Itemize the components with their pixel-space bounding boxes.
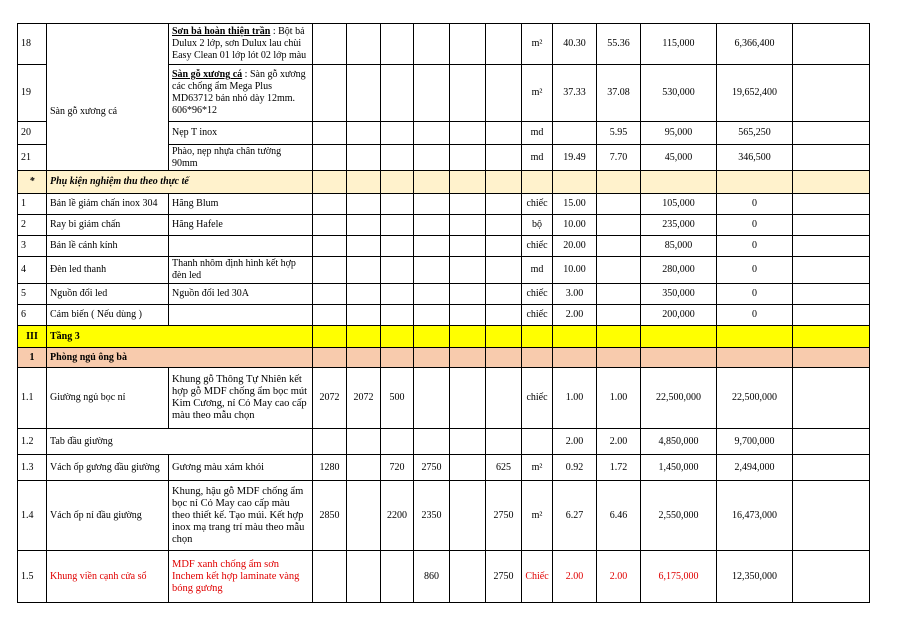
table-row [18,194,870,215]
dim-3: 720 [381,455,414,481]
row-description: Phào, nẹp nhựa chân tường 90mm [169,145,313,171]
table-row [18,24,870,65]
item-name: Đèn led thanh [47,257,169,284]
section-title: Phòng ngủ ông bà [47,348,313,368]
item-name: Cảm biến ( Nếu dùng ) [47,305,169,326]
unit-price: 45,000 [641,145,717,171]
dim-4: 860 [414,551,450,603]
unit: chiếc [522,194,553,215]
table-row [18,429,870,455]
section-number: III [18,326,47,348]
row-number: 1.5 [18,551,47,603]
item-name: Ray bi giảm chấn [47,215,169,236]
item-name: Vách ốp nỉ đầu giường [47,481,169,551]
row-number: 21 [18,145,47,171]
qty-2: 2.00 [597,551,641,603]
quotation-table [17,23,870,603]
unit: chiếc [522,368,553,429]
qty-1: 15.00 [553,194,597,215]
row-number: 1 [18,194,47,215]
row-number: 3 [18,236,47,257]
qty-1: 6.27 [553,481,597,551]
row-description: Hãng Hafele [169,215,313,236]
table-row [18,551,870,603]
row-description [169,24,313,65]
unit: m² [522,65,553,122]
qty-1: 37.33 [553,65,597,122]
row-number: 2 [18,215,47,236]
table-row [18,257,870,284]
dim-5: 2750 [486,551,522,603]
row-number: 1.3 [18,455,47,481]
item-name: Tab đầu giường [47,429,313,455]
unit: md [522,145,553,171]
row-description: Nguồn đổi led 30A [169,284,313,305]
row-number: 5 [18,284,47,305]
item-name: Giường ngủ bọc nỉ [47,368,169,429]
item-name: Khung viền cạnh cửa sổ [47,551,169,603]
dim-3: 2200 [381,481,414,551]
qty-1: 40.30 [553,24,597,65]
row-description: Hãng Blum [169,194,313,215]
unit-price: 115,000 [641,24,717,65]
row-number: 20 [18,122,47,145]
unit: bộ [522,215,553,236]
dim-1: 2072 [313,368,347,429]
row-number: 19 [18,65,47,122]
dim-1: 2850 [313,481,347,551]
unit-price: 350,000 [641,284,717,305]
total: 6,366,400 [717,24,793,65]
unit: md [522,257,553,284]
section-header [18,171,870,194]
row-number: 18 [18,24,47,65]
qty-1: 10.00 [553,215,597,236]
unit: Chiếc [522,551,553,603]
row-description [169,65,313,122]
total: 19,652,400 [717,65,793,122]
item-name: Nguồn đổi led [47,284,169,305]
section-title: Tầng 3 [47,326,313,348]
table-row [18,368,870,429]
total: 565,250 [717,122,793,145]
qty-1: 2.00 [553,551,597,603]
unit-price: 280,000 [641,257,717,284]
row-description: Gương màu xám khói [169,455,313,481]
qty-2: 37.08 [597,65,641,122]
unit-price: 85,000 [641,236,717,257]
unit-price: 22,500,000 [641,368,717,429]
unit-price: 2,550,000 [641,481,717,551]
row-number: 1.1 [18,368,47,429]
dim-5: 625 [486,455,522,481]
qty-2: 1.00 [597,368,641,429]
qty-1: 2.00 [553,429,597,455]
row-description: Khung, hậu gỗ MDF chống ẩm bọc nỉ Cỏ May cao cấp màu theo thiết kế. Tạo múi. Kết hợp inox mạ trang trí màu theo mẫu chọn [169,481,313,551]
total: 0 [717,215,793,236]
qty-2: 2.00 [597,429,641,455]
item-name: Vách ốp gương đầu giường [47,455,169,481]
table-row [18,284,870,305]
unit-price: 6,175,000 [641,551,717,603]
total: 12,350,000 [717,551,793,603]
total: 0 [717,194,793,215]
total: 9,700,000 [717,429,793,455]
dim-1: 1280 [313,455,347,481]
section-number: 1 [18,348,47,368]
total: 22,500,000 [717,368,793,429]
qty-1: 1.00 [553,368,597,429]
unit-price: 1,450,000 [641,455,717,481]
qty-1: 2.00 [553,305,597,326]
qty-1: 3.00 [553,284,597,305]
qty-2: 55.36 [597,24,641,65]
dim-4: 2350 [414,481,450,551]
total: 346,500 [717,145,793,171]
total: 0 [717,305,793,326]
row-number: 1.4 [18,481,47,551]
unit-price: 95,000 [641,122,717,145]
table-row [18,481,870,551]
section-number: * [18,171,47,194]
unit: md [522,122,553,145]
item-desc: : Bột bả Dulux 2 lớp, sơn Dulux lau chùi Easy Clean 01 lớp lót 02 lớp màu [172,26,307,61]
dim-3: 500 [381,368,414,429]
row-description [169,236,313,257]
qty-2: 1.72 [597,455,641,481]
row-number: 1.2 [18,429,47,455]
row-number: 4 [18,257,47,284]
row-description: Nẹp T inox [169,122,313,145]
total: 0 [717,236,793,257]
qty-1: 10.00 [553,257,597,284]
unit: m² [522,455,553,481]
unit-price: 530,000 [641,65,717,122]
qty-1: 20.00 [553,236,597,257]
item-title: Sàn gỗ xương cá [172,69,243,80]
group-name-text: Sàn gỗ xương cá [50,106,118,117]
dim-5: 2750 [486,481,522,551]
unit: chiếc [522,284,553,305]
qty-2: 6.46 [597,481,641,551]
unit: chiếc [522,305,553,326]
total: 0 [717,257,793,284]
item-name: Bản lề giảm chấn inox 304 [47,194,169,215]
table-row [18,305,870,326]
unit: m² [522,481,553,551]
qty-1: 0.92 [553,455,597,481]
item-name: Bản lề cánh kính [47,236,169,257]
row-number: 6 [18,305,47,326]
qty-2: 7.70 [597,145,641,171]
table-row [18,455,870,481]
item-title: Sơn bả hoàn thiện trần [172,26,271,37]
item-desc: : Sàn gỗ xương các chống ẩm Mega Plus MD63712 bản nhỏ dày 12mm. 606*96*12 [172,69,306,116]
total: 16,473,000 [717,481,793,551]
row-description [169,305,313,326]
unit-price: 200,000 [641,305,717,326]
unit: chiếc [522,236,553,257]
unit-price: 4,850,000 [641,429,717,455]
total: 0 [717,284,793,305]
qty-2: 5.95 [597,122,641,145]
qty-1: 19.49 [553,145,597,171]
dim-2: 2072 [347,368,381,429]
section-title: Phụ kiện nghiệm thu theo thực tế [47,171,313,194]
unit: m² [522,24,553,65]
row-description: MDF xanh chống ẩm sơn Inchem kết hợp laminate vàng bóng gương [169,551,313,603]
dim-4: 2750 [414,455,450,481]
unit-price: 235,000 [641,215,717,236]
section-header [18,326,870,348]
row-description: Thanh nhôm định hình kết hợp đèn led [169,257,313,284]
row-description: Khung gỗ Thông Tự Nhiên kết hợp gỗ MDF chống ẩm bọc mút Kim Cương, nỉ Cỏ May cao cấp màu theo mẫu chọn [169,368,313,429]
group-name [47,24,169,171]
total: 2,494,000 [717,455,793,481]
table-row [18,236,870,257]
table-row [18,215,870,236]
section-header [18,348,870,368]
unit-price: 105,000 [641,194,717,215]
